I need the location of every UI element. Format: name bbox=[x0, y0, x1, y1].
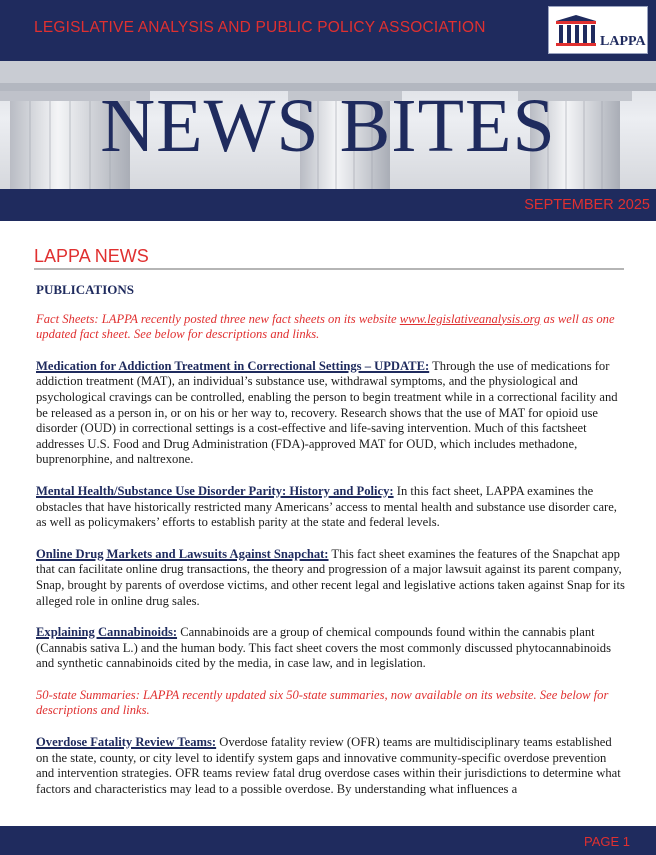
fact-sheet-description: In this fact sheet, LAPPA examines the obstacles that have historically restricted many Americans’ access to mental health and substance use disorder care, as well as policymakers’ efforts to establish parity at the state and federal levels. bbox=[36, 483, 617, 530]
fact-sheet-link[interactable]: Medication for Addiction Treatment in Correctional Settings – UPDATE: bbox=[36, 358, 430, 373]
website-link[interactable]: www.legislativeanalysis.org bbox=[399, 311, 541, 326]
fact-sheet-link[interactable]: Online Drug Markets and Lawsuits Against Snapchat: bbox=[36, 546, 329, 561]
fact-sheet-link[interactable]: Mental Health/Substance Use Disorder Parity: History and Policy: bbox=[36, 483, 394, 498]
page-number: PAGE 1 bbox=[583, 834, 630, 849]
fact-sheet-item bbox=[36, 625, 626, 672]
fact-sheet-link[interactable]: Explaining Cannabinoids: bbox=[36, 625, 178, 640]
section-title: LAPPA NEWS bbox=[34, 246, 149, 266]
fact-sheets-intro bbox=[36, 312, 626, 343]
summary-item bbox=[36, 735, 626, 797]
article-body bbox=[36, 282, 626, 813]
fact-sheet-item bbox=[36, 547, 626, 609]
org-name: LEGISLATIVE ANALYSIS AND PUBLIC POLICY ASSOCIATION bbox=[34, 19, 486, 36]
logo bbox=[548, 6, 648, 54]
publications-heading: PUBLICATIONS bbox=[36, 282, 135, 297]
fact-sheets-intro-text-end: as well as one updated fact sheet. See below for descriptions and links. bbox=[36, 311, 615, 342]
fact-sheet-description: This fact sheet examines the features of the Snapchat app that can facilitate online drug transactions, the theory and progression of a major lawsuit against its parent company, Snap, brought by parents of overdose victims, and other recent legal and legislative actions taken against Snap for its alleged role in online drug sales. bbox=[36, 546, 625, 608]
newsletter-title: NEWS BITES bbox=[100, 84, 556, 168]
summary-link[interactable]: Overdose Fatality Review Teams: bbox=[36, 735, 217, 750]
issue-date: SEPTEMBER 2025 bbox=[524, 197, 650, 213]
logo-text: LAPPA bbox=[600, 34, 646, 49]
fact-sheet-item bbox=[36, 359, 626, 468]
fact-sheet-description: Through the use of medications for addiction treatment (MAT), an individual’s substance use, withdrawal symptoms, and the physiological and psychological cravings can be controlled, enabling the person to begin treatment while in a correctional facility and be released as a person in, or on his or her way to, recovery. Research shows that the use of MAT for opioid use disorder (OUD) in correctional settings is a cost-effective and life-saving intervention. Much of this factsheet addresses U.S. Food and Drug Administration (FDA)-approved MAT for OUD, which includes methadone, buprenorphine, and naltrexone. bbox=[36, 358, 618, 467]
fact-sheet-item bbox=[36, 484, 626, 531]
summary-description: Overdose fatality review (OFR) teams are multidisciplinary teams established on the state, county, or city level to identify system gaps and innovative community-specific overdose prevention and intervention strategies. OFR teams review fatal drug overdose cases within their jurisdictions to determine what factors and characteristics may lead to a possible overdose. By understanding what influences a bbox=[36, 735, 621, 796]
pillars-icon bbox=[554, 15, 598, 47]
summaries-intro: 50-state Summaries: LAPPA recently updated six 50-state summaries, now available on its website. See below for descriptions and links. bbox=[36, 687, 609, 718]
fact-sheets-intro-text: Fact Sheets: LAPPA recently posted three new fact sheets on its website bbox=[36, 311, 400, 326]
fact-sheet-description: Cannabinoids are a group of chemical compounds found within the cannabis plant (Cannabis sativa L.) and the human body. This fact sheet covers the most commonly discussed phytocannabinoids and synthetic cannabinoids cited by the media, in case law, and in legislation. bbox=[36, 625, 611, 671]
footer-bar bbox=[0, 826, 656, 855]
section-divider bbox=[34, 268, 624, 270]
